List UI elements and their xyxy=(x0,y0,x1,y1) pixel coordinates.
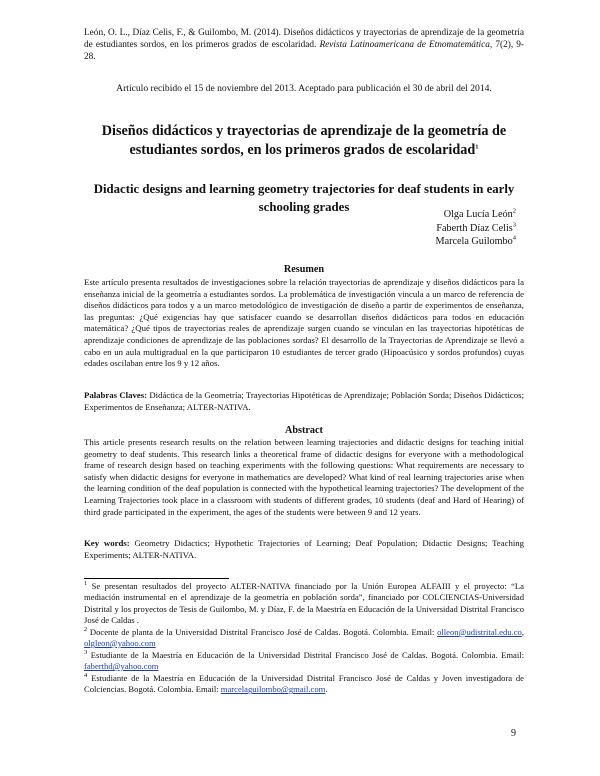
abstract-heading: Abstract xyxy=(285,425,323,436)
footnote-3 xyxy=(84,650,524,673)
author xyxy=(436,235,516,249)
author-footnote-ref[interactable]: 4 xyxy=(512,234,516,242)
author-footnote-ref[interactable]: 3 xyxy=(512,221,516,229)
footnote-divider xyxy=(84,578,229,579)
author xyxy=(436,222,516,236)
palabras-clave-text: Didáctica de la Geometría; Trayectorias Hipotéticas de Aprendizaje; Población Sorda; Diseños Didácticos; Experimentos de Enseñanza; ALTER-NATIVA. xyxy=(84,390,525,412)
email-link[interactable]: marcelaguilombo@gmail.com xyxy=(220,684,326,695)
separator: , xyxy=(521,626,524,637)
footnote-end: . xyxy=(325,684,328,695)
title-spanish-text: Diseños didácticos y trayectorias de aprendizaje de la geometría de estudiantes sordos, en los primeros grados de escolaridad xyxy=(101,123,507,158)
key-words-label: Key words: xyxy=(84,538,130,548)
title-footnote-ref[interactable]: 1 xyxy=(475,143,479,151)
author-name: Marcela Guilombo xyxy=(435,236,513,247)
author xyxy=(436,208,516,222)
citation-journal: Revista Latinoamericana de Etnomatemática, xyxy=(319,40,493,50)
resumen-text: Este artículo presenta resultados de investigaciones sobre la relación trayectorias de aprendizaje y diseños didácticos para la enseñanza inicial de la geometría a estudiantes sordos. La problemática de investigación vincula a un marco de referencia de diseños didácticos para todos y a un marco metodológico de investigación de diseño a partir de experimentos de enseñanza, las preguntas: ¿Qué exigencias hay que satisfacer cuando se desarrollan diseños didácticos para todos en educación matemática? ¿Qué tipos de trayectorias reales de aprendizaje surgen cuando se vinculan en las trayectorias hipotéticas de aprendizaje condiciones de aprendizaje de las poblaciones sordas? El desarrollo de la Trayectorias de Aprendizaje se llevó a cabo en un aula multigradual en la que participaron 10 estudiantes de tercer grado (Hipoacúsico y sordos profundos) cuyas edades oscilaban entre los 9 y 12 años. xyxy=(84,277,524,369)
email-link[interactable]: olleon@udistrital.edu.co xyxy=(437,626,522,637)
footnote-text: Estudiante de la Maestría en Educación de la Universidad Distrital Francisco José de Caldas. Bogotá. Colombia. Email: xyxy=(90,649,524,660)
email-link[interactable]: faberthd@yahoo.com xyxy=(84,661,159,672)
footnote-number: 1 xyxy=(84,580,88,588)
footnote-number: 4 xyxy=(84,672,88,680)
palabras-clave xyxy=(84,390,524,413)
footnote-text: Se presentan resultados del proyecto ALTER-NATIVA financiado por la Unión Europea ALFAIII y el proyecto: “La mediación instrumental en el aprendizaje de la geometría en población sorda”, financiado por COLCIENCIAS-Universidad Distrital y los proyectos de Tesis de Guilombo, M. y Díaz, F. de la Maestría en Educación de la Universidad Distrital Francisco José de Caldas . xyxy=(84,581,525,625)
footnote-number: 2 xyxy=(84,625,88,633)
key-words-text: Geometry Didactics; Hypothetic Trajectories of Learning; Deaf Population; Didactic Designs; Teaching Experiments; ALTER-NATIVA. xyxy=(84,538,525,560)
author-name: Olga Lucía León xyxy=(443,209,513,220)
footnotes xyxy=(84,581,524,696)
resumen-heading: Resumen xyxy=(283,264,325,275)
palabras-clave-label: Palabras Claves: xyxy=(84,390,148,400)
email-link[interactable]: olgleon@yahoo.com xyxy=(84,637,156,648)
footnote-2 xyxy=(84,627,524,650)
citation xyxy=(84,27,524,63)
title-english: Didactic designs and learning geometry trajectories for deaf students in early schooling grades xyxy=(93,182,515,214)
footnote-text: Docente de planta de la Universidad Distrital Francisco José de Caldas. Bogotá. Colombia. Email: xyxy=(89,626,435,637)
title-spanish xyxy=(84,122,524,160)
citation-volume: 7(2), 9-28. xyxy=(84,40,525,62)
abstract-text: This article presents research results on the relation between learning trajectories and didactic designs for teaching initial geometry to deaf students. This research links a theoretical frame of didactic designs for everyone with a methodological frame of research design based on teaching experiments with the following questions: What requirements are necessary to satisfy when didactic designs for everyone in mathematics are developed? What kind of real learning trajectories arise when the learning condition of the deaf population is connected with the hypothetical learning trajectories? The development of the Learning Trajectories took place in a classroom with students of different grades, 10 students (deaf and Hard of Hearing) of third grade participated in the experiment, the ages of the students were between 9 and 12 years. xyxy=(84,437,524,517)
footnote-text: Estudiante de la Maestría en Educación de la Universidad Distrital Francisco José de Caldas y Joven investigadora de Colciencias. Bogotá. Colombia. Email: xyxy=(84,672,524,695)
footnote-number: 3 xyxy=(84,648,88,656)
key-words xyxy=(84,538,524,561)
footnote-4 xyxy=(84,673,524,696)
author-footnote-ref[interactable]: 2 xyxy=(512,207,516,215)
citation-authors: León, O. L., Díaz Celis, F., & Guilombo, M. (2014). Diseños didácticos y trayectorias de aprendizaje de la geometría de estudiantes sordos, en los primeros grados de escolaridad. xyxy=(84,28,524,50)
footnote-1 xyxy=(84,581,524,626)
author-list xyxy=(436,208,516,249)
received-note: Artículo recibido el 15 de noviembre del 2013. Aceptado para publicación el 30 de abril del 2014. xyxy=(116,83,492,94)
page-number: 9 xyxy=(511,728,516,739)
author-name: Faberth Díaz Celis xyxy=(436,222,513,234)
